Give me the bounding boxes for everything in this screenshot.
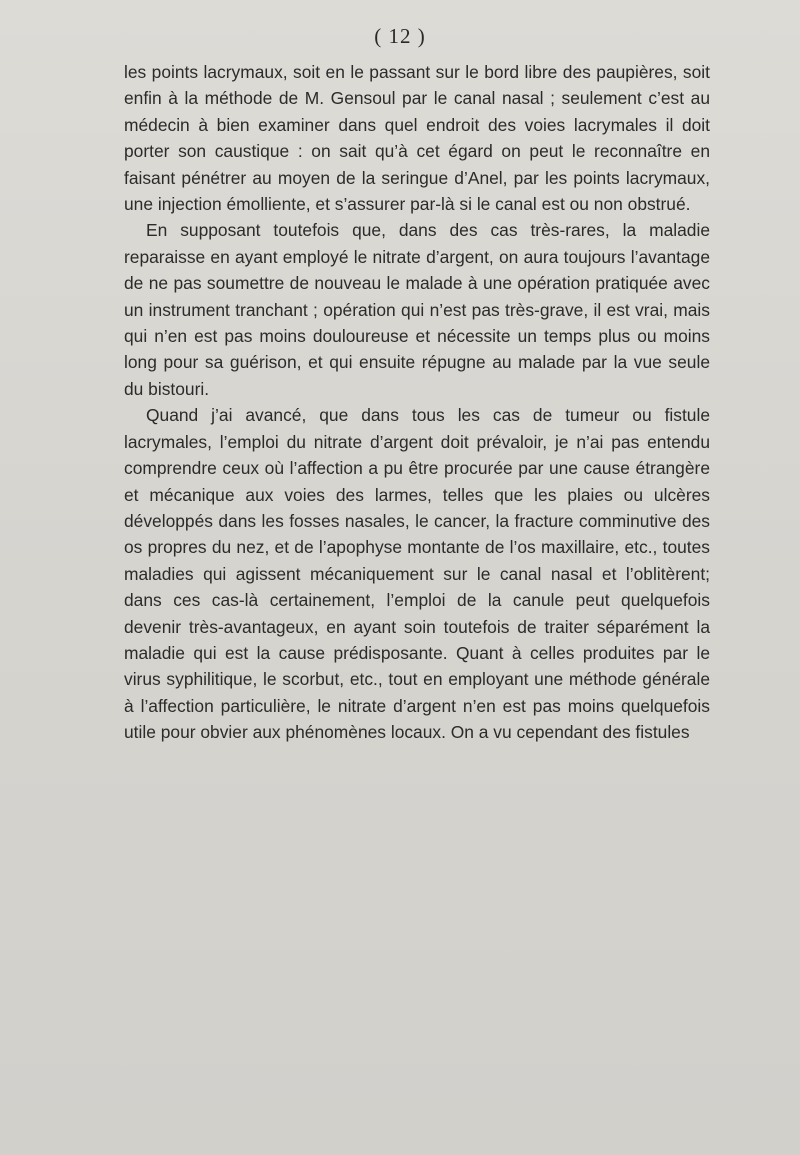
page-number: ( 12 ) — [374, 24, 426, 48]
paragraph-3: Quand j’ai avancé, que dans tous les cas de tumeur ou fistule lacrymales, l’emploi du nitrate d’argent doit prévaloir, je n’ai pas entendu comprendre ceux où l’affection a pu être procurée par une cause étrangère et mécanique aux voies des larmes, telles que les plaies ou ulcères développés dans les fosses nasales, le cancer, la fracture comminutive des os propres du nez, et de l’apophyse montante de l’os maxillaire, etc., toutes maladies qui agissent mécaniquement sur le canal nasal et l’oblitèrent; dans ces cas-là certainement, l’emploi de la canule peut quelquefois devenir très-avantageux, en ayant soin toutefois de traiter séparément la maladie qui est la cause prédisposante. Quant à celles produites par le virus syphilitique, le scorbut, etc., tout en employant une méthode générale à l’affection particulière, le nitrate d’argent n’en est pas moins quelquefois utile pour obvier aux phénomènes locaux. On a vu cependant des fistules — [124, 405, 710, 743]
paragraph-2: En supposant toutefois que, dans des cas très-rares, la maladie reparaisse en ayant employé le nitrate d’argent, on aura toujours l’avantage de ne pas soumettre de nouveau le malade à une opération pratiquée avec un instrument tranchant ; opération qui n’est pas très-grave, il est vrai, mais qui n’en est pas moins douloureuse et nécessite un temps plus ou moins long pour sa guérison, et qui ensuite répugne au malade par la vue seule du bistouri. — [124, 220, 710, 399]
body-text — [124, 59, 710, 746]
paragraph-1: les points lacrymaux, soit en le passant sur le bord libre des paupières, soit enfin à la méthode de M. Gensoul par le canal nasal ; seulement c’est au médecin à bien examiner dans quel endroit des voies lacrymales il doit porter son caustique : on sait qu’à cet égard on peut le reconnaître en faisant pénétrer au moyen de la seringue d’Anel, par les points lacrymaux, une injection émolliente, et s’assurer par-là si le canal est ou non obstrué. — [124, 62, 710, 215]
